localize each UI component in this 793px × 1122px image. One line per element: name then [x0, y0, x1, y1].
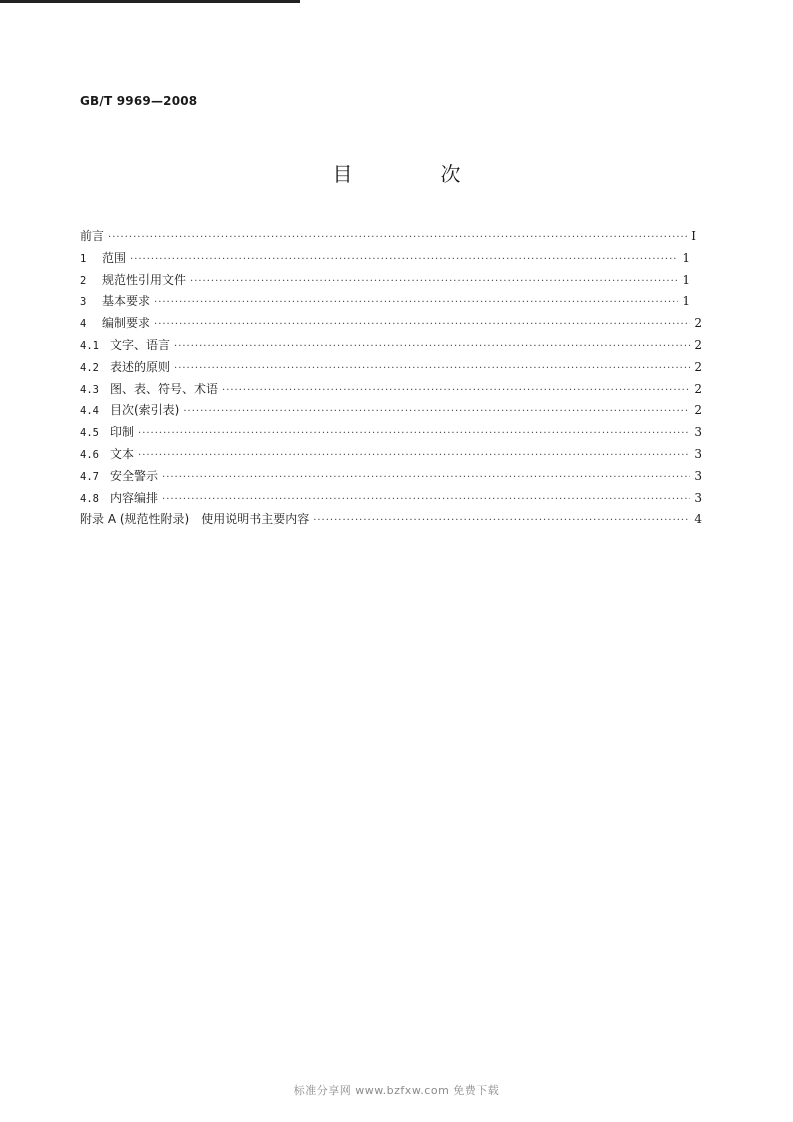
toc-entry[interactable] [80, 226, 702, 248]
toc-entry-number: 4.1 [80, 339, 99, 352]
toc-entry-number: 4.5 [80, 427, 99, 440]
toc-entry[interactable] [80, 400, 702, 422]
toc-dot-leader [162, 489, 690, 511]
toc-entry-label: 印制 [110, 425, 135, 440]
scan-top-edge [0, 0, 300, 3]
toc-entry-number: 4.2 [80, 361, 99, 374]
toc-entry[interactable] [80, 509, 702, 531]
toc-entry-label: 安全警示 [110, 468, 159, 483]
toc-entry-label: 编制要求 [102, 316, 151, 331]
toc-entry-label: 文本 [110, 446, 135, 461]
toc-dot-leader [183, 401, 690, 423]
toc-dot-leader [222, 380, 690, 402]
toc-entry-label: 表述的原则 [110, 359, 171, 374]
toc-entry[interactable] [80, 248, 702, 270]
toc-entry-label: 文字、语言 [110, 337, 171, 352]
toc-dot-leader [130, 249, 678, 271]
toc-entry-label: 内容编排 [110, 490, 159, 505]
toc-entry[interactable] [80, 488, 702, 510]
toc-title: 目 次 [332, 162, 495, 186]
toc-entry-page: 3 [694, 490, 702, 505]
toc-dot-leader [154, 314, 690, 336]
toc-entry-number: 4.7 [80, 470, 99, 483]
toc-entry-label: 规范性引用文件 [102, 272, 187, 287]
toc-entry-page: 2 [694, 403, 702, 418]
toc-dot-leader [190, 271, 678, 293]
toc-dot-leader [154, 292, 678, 314]
toc-entry-number: 4 [80, 318, 87, 331]
toc-entry-label: 前言 [80, 229, 105, 243]
toc-entry[interactable] [80, 291, 702, 313]
standard-code: GB/T 9969—2008 [80, 94, 198, 108]
toc-entry[interactable] [80, 466, 702, 488]
toc-dot-leader [174, 358, 690, 380]
footer-watermark: 标准分享网 www.bzfxw.com 免费下载 [293, 1084, 500, 1097]
toc-entry-label: 图、表、符号、术语 [110, 381, 219, 396]
toc-entry-page: 1 [682, 294, 690, 309]
toc-entry-label: 范围 [102, 250, 127, 265]
toc-entry-number: 2 [80, 274, 87, 287]
toc-entry-page: 2 [694, 381, 702, 396]
toc-entry-page: 2 [694, 359, 702, 374]
toc-dot-leader [138, 423, 690, 445]
toc-entry-page: 1 [682, 250, 690, 265]
toc-dot-leader [138, 445, 690, 467]
toc-dot-leader [108, 227, 687, 249]
toc-dot-leader [162, 467, 690, 489]
toc-entry-page: 2 [694, 337, 702, 352]
toc-entry-label: 基本要求 [102, 294, 151, 309]
toc-entry[interactable] [80, 270, 702, 292]
toc-entry[interactable] [80, 313, 702, 335]
toc-entry-page: 1 [682, 272, 690, 287]
toc-entry[interactable] [80, 335, 702, 357]
toc-dot-leader [174, 336, 690, 358]
toc-entry-page: 3 [694, 468, 702, 483]
toc-dot-leader [313, 510, 690, 532]
toc-entry-label: 目次(索引表) [110, 403, 180, 418]
toc-entry-page: 3 [694, 425, 702, 440]
toc-entry[interactable] [80, 357, 702, 379]
toc-entry-number: 4.3 [80, 383, 99, 396]
toc-entry[interactable] [80, 444, 702, 466]
toc-entry-page: 3 [694, 446, 702, 461]
toc-entry-page: I [691, 229, 696, 243]
toc-entry-number: 1 [80, 252, 87, 265]
toc-entry[interactable] [80, 379, 702, 401]
toc-entry-number: 4.6 [80, 448, 99, 461]
toc-entry-page: 2 [694, 316, 702, 331]
toc-entry-label: 附录 A (规范性附录) 使用说明书主要内容 [80, 512, 310, 527]
toc-entry-number: 4.8 [80, 492, 99, 505]
toc-entry-number: 4.4 [80, 405, 99, 418]
toc-entry-page: 4 [694, 512, 702, 527]
toc-list [80, 226, 702, 531]
toc-entry-number: 3 [80, 296, 87, 309]
toc-entry[interactable] [80, 422, 702, 444]
